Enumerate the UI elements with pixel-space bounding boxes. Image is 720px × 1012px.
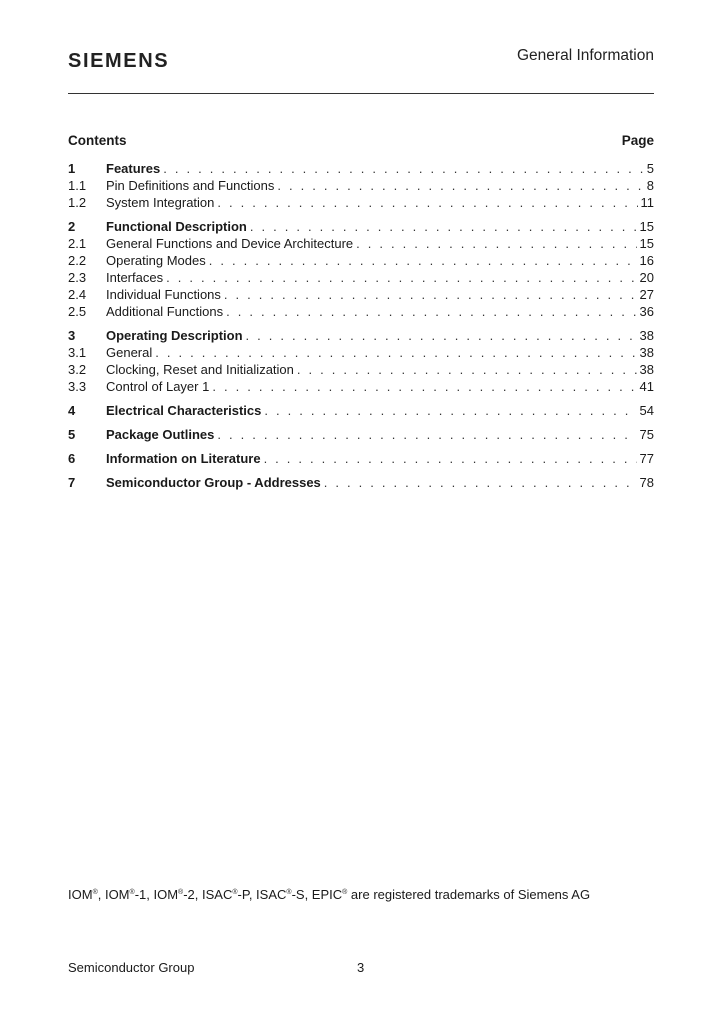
toc-dot-leader xyxy=(217,426,636,443)
toc-entry-title: Semiconductor Group - Addresses xyxy=(106,475,321,490)
toc-entry[interactable] xyxy=(68,286,654,303)
toc-dot-leader xyxy=(217,194,637,211)
toc-entry-page: 77 xyxy=(639,451,654,466)
registered-mark: ® xyxy=(342,889,348,896)
toc-entry[interactable] xyxy=(68,218,654,235)
toc-entry-page: 8 xyxy=(646,178,654,193)
toc-entry-number: 5 xyxy=(68,427,76,442)
toc-dot-leader xyxy=(212,378,636,395)
trademark-text: -2, ISAC xyxy=(183,887,233,902)
section-title: General Information xyxy=(517,47,654,64)
toc-entry-number: 3.2 xyxy=(68,362,87,377)
toc-entry-number: 1.2 xyxy=(68,195,87,210)
toc-entry-title: Operating Description xyxy=(106,328,243,343)
toc-entry-page: 15 xyxy=(639,236,654,251)
toc-entry-title: General Functions and Device Architecture xyxy=(106,236,354,251)
toc-dot-leader xyxy=(277,177,643,194)
toc-entry[interactable] xyxy=(68,344,654,361)
toc-entry[interactable] xyxy=(68,474,654,491)
toc-entry[interactable] xyxy=(68,402,654,419)
footer-page-number: 3 xyxy=(357,960,365,975)
toc-entry-number: 3.1 xyxy=(68,345,87,360)
toc-entry[interactable] xyxy=(68,450,654,467)
toc-entry-page: 15 xyxy=(639,219,654,234)
trademark-text: -1, IOM xyxy=(134,887,179,902)
toc-entry-page: 11 xyxy=(640,195,654,210)
toc-entry-title: Functional Description xyxy=(106,219,247,234)
registered-mark: ® xyxy=(92,889,98,896)
registered-mark: ® xyxy=(129,889,135,896)
siemens-logo: SIEMENS xyxy=(68,50,170,72)
toc-entry-title: Features xyxy=(106,161,161,176)
toc-entry-number: 2 xyxy=(68,219,76,234)
toc-dot-leader xyxy=(163,160,644,177)
header-divider xyxy=(68,93,654,94)
toc-dot-leader xyxy=(166,269,636,286)
toc-entry-number: 2.5 xyxy=(68,304,87,319)
toc-dot-leader xyxy=(356,235,636,252)
toc-entry[interactable] xyxy=(68,426,654,443)
toc-dot-leader xyxy=(264,402,636,419)
trademark-text: -S, EPIC xyxy=(291,887,343,902)
toc-entry-number: 4 xyxy=(68,403,76,418)
toc-entry-title: General xyxy=(106,345,153,360)
toc-entry-page: 36 xyxy=(639,304,654,319)
toc-entry-number: 3.3 xyxy=(68,379,87,394)
toc-dot-leader xyxy=(246,327,637,344)
registered-mark: ® xyxy=(286,889,292,896)
toc-entry-number: 1.1 xyxy=(68,178,87,193)
toc-entry-number: 2.2 xyxy=(68,253,87,268)
toc-entry[interactable] xyxy=(68,327,654,344)
toc-entry-title: Additional Functions xyxy=(106,304,224,319)
toc-entry-number: 1 xyxy=(68,161,76,176)
toc-entry-title: Operating Modes xyxy=(106,253,206,268)
toc-entry-page: 54 xyxy=(639,403,654,418)
toc-entry-number: 2.4 xyxy=(68,287,87,302)
toc-entry-title: Electrical Characteristics xyxy=(106,403,262,418)
toc-entry[interactable] xyxy=(68,252,654,269)
toc-entry-number: 6 xyxy=(68,451,76,466)
toc-entry-page: 38 xyxy=(639,345,654,360)
page-column-label: Page xyxy=(621,133,654,148)
toc-dot-leader xyxy=(297,361,637,378)
toc-entry-title: Package Outlines xyxy=(106,427,215,442)
toc-entry-number: 2.1 xyxy=(68,236,87,251)
toc-entry[interactable] xyxy=(68,194,654,211)
trademark-text: are registered trademarks of Siemens AG xyxy=(347,887,591,902)
contents-label: Contents xyxy=(68,133,127,148)
toc-entry-page: 41 xyxy=(639,379,654,394)
trademark-text: -P, ISAC xyxy=(237,887,287,902)
footer-publisher: Semiconductor Group xyxy=(68,960,195,975)
toc-entry-title: System Integration xyxy=(106,195,215,210)
toc-dot-leader xyxy=(264,450,637,467)
toc-entry-page: 27 xyxy=(639,287,654,302)
toc-entry-page: 75 xyxy=(639,427,654,442)
toc-entry[interactable] xyxy=(68,303,654,320)
toc-dot-leader xyxy=(324,474,637,491)
toc-entry-title: Interfaces xyxy=(106,270,164,285)
toc-entry[interactable] xyxy=(68,160,654,177)
toc-header xyxy=(68,133,654,148)
toc-entry-title: Individual Functions xyxy=(106,287,221,302)
toc-entry-title: Control of Layer 1 xyxy=(106,379,210,394)
trademark-text: IOM xyxy=(68,887,93,902)
toc-entry-page: 20 xyxy=(639,270,654,285)
registered-mark: ® xyxy=(232,889,238,896)
toc-entry-page: 5 xyxy=(646,161,654,176)
toc-dot-leader xyxy=(155,344,636,361)
toc-entry-page: 38 xyxy=(639,362,654,377)
toc-dot-leader xyxy=(224,286,637,303)
registered-mark: ® xyxy=(178,889,184,896)
toc-dot-leader xyxy=(226,303,636,320)
toc-entry[interactable] xyxy=(68,235,654,252)
toc-dot-leader xyxy=(250,218,637,235)
toc-entry[interactable] xyxy=(68,361,654,378)
toc-entry-number: 3 xyxy=(68,328,76,343)
toc-entry-number: 2.3 xyxy=(68,270,87,285)
toc-entry[interactable] xyxy=(68,378,654,395)
toc-entry-title: Information on Literature xyxy=(106,451,261,466)
toc-entry-page: 78 xyxy=(639,475,654,490)
toc-entry-page: 38 xyxy=(639,328,654,343)
trademark-text: , IOM xyxy=(97,887,130,902)
toc-entry-title: Pin Definitions and Functions xyxy=(106,178,275,193)
trademark-notice xyxy=(68,887,590,902)
toc-entry-number: 7 xyxy=(68,475,76,490)
toc-entry[interactable] xyxy=(68,177,654,194)
toc-entry[interactable] xyxy=(68,269,654,286)
toc-dot-leader xyxy=(209,252,637,269)
toc-entry-page: 16 xyxy=(639,253,654,268)
toc-entry-title: Clocking, Reset and Initialization xyxy=(106,362,294,377)
